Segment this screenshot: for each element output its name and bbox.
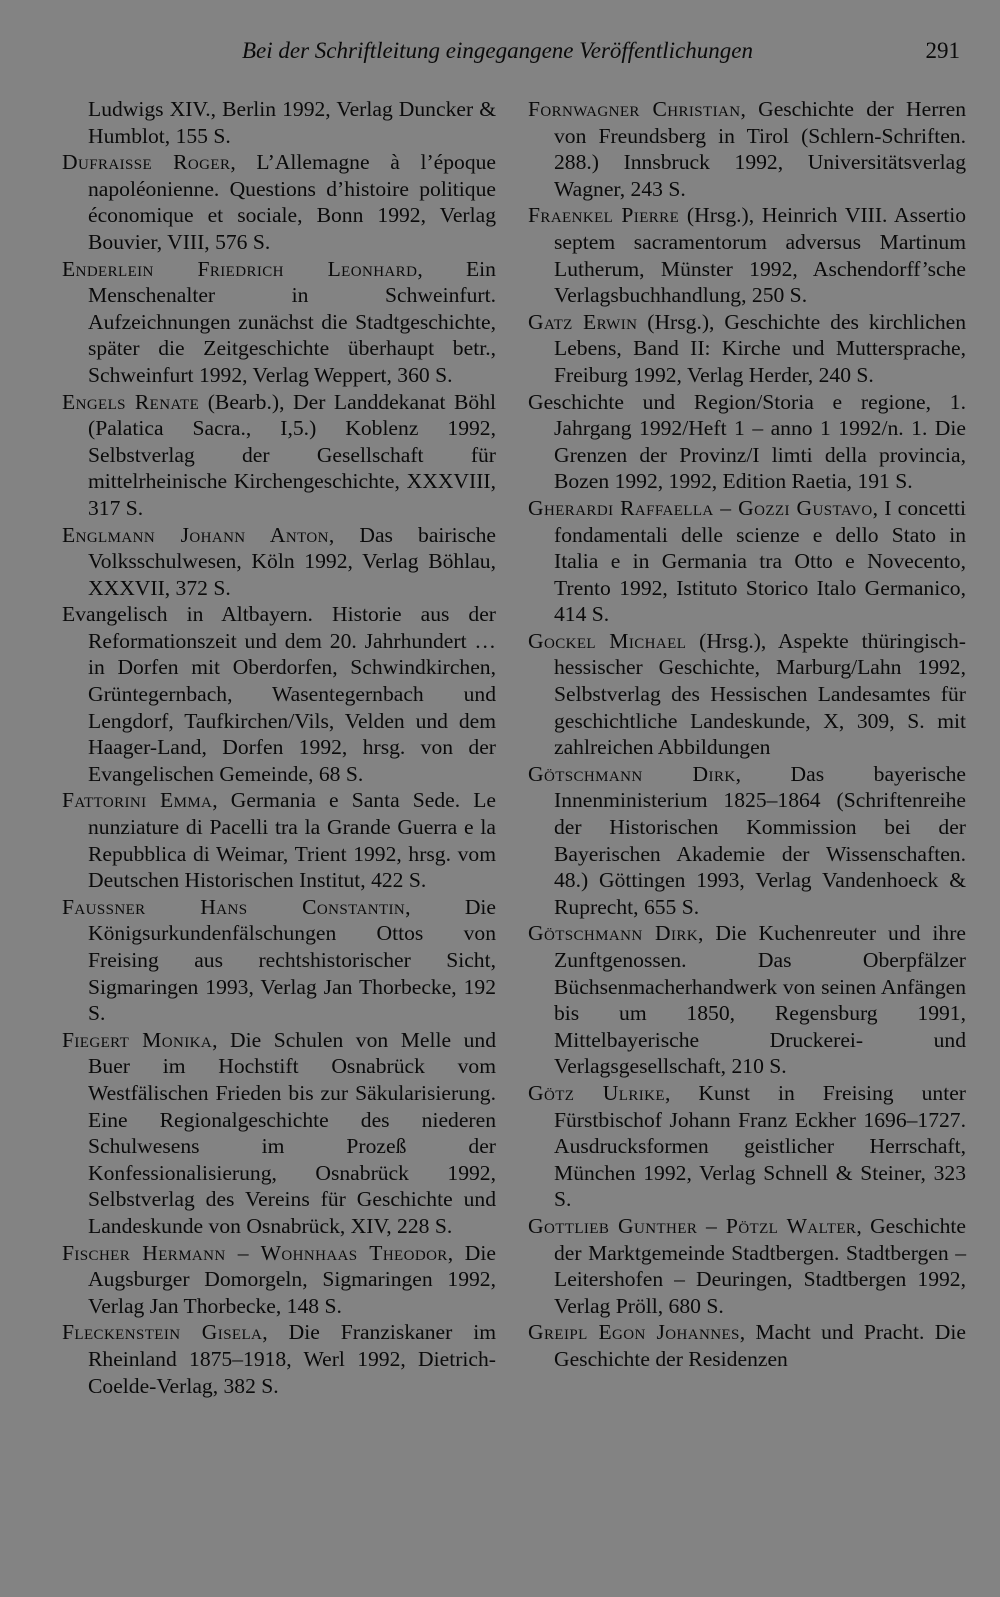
entry-author: Dufraisse Roger — [62, 150, 231, 175]
entry-author: Greipl Egon Johannes — [528, 1320, 740, 1345]
bibliography-entry: Gottlieb Gunther – Pötzl Walter, Geschichte der Marktgemeinde Stadtbergen. Stadtbergen – Leitershofen – Deuringen, Stadtbergen 1992, Verlag Pröll, 680 S. — [528, 1213, 966, 1318]
bibliography-entry: Fattorini Emma, Germania e Santa Sede. Le nunziature di Pacelli tra la Grande Guerra e la Repubblica di Weimar, Trient 1992, hrsg. vom Deutschen Historischen Institut, 422 S. — [62, 788, 497, 893]
entry-author: Götz Ulrike — [528, 1080, 665, 1105]
entry-author: Götschmann Dirk — [528, 761, 736, 786]
bibliography-entry: Gockel Michael (Hrsg.), Aspekte thüringisch-hessischer Geschichte, Marburg/Lahn 1992, Selbstverlag des Hessischen Landesamtes für geschichtliche Landeskunde, X, 309, S. mit zahlreichen Abbildungen — [528, 628, 966, 760]
bibliography-entry: Dufraisse Roger, L’Allemagne à l’époque napoléonienne. Questions d’histoire politique économique et sociale, Bonn 1992, Verlag Bouvier, VIII, 576 S. — [62, 150, 497, 254]
bibliography-entry: Fiegert Monika, Die Schulen von Melle und Buer im Hochstift Osnabrück vom Westfälischen Frieden bis zur Säkularisierung. Eine Regionalgeschichte des niederen Schulwesens im Prozeß der Konfessionalisierung, Osnabrück 1992, Selbstverlag des Vereins für Geschichte und Landeskunde von Osnabrück, XIV, 228 S. — [62, 1027, 496, 1238]
entry-author: Gherardi Raffaella – Gozzi Gustavo — [528, 495, 873, 520]
bibliography-entry: Ludwigs XIV., Berlin 1992, Verlag Duncker & Humblot, 155 S. — [88, 97, 496, 148]
entry-author: Englmann Johann Anton — [62, 522, 329, 547]
bibliography-entry: Fleckenstein Gisela, Die Franziskaner im Rheinland 1875–1918, Werl 1992, Dietrich-Coelde-Verlag, 382 S. — [62, 1320, 497, 1398]
bibliography-entry: Gatz Erwin (Hrsg.), Geschichte des kirchlichen Lebens, Band II: Kirche und Muttersprache, Freiburg 1992, Verlag Herder, 240 S. — [528, 309, 966, 387]
bibliography-entry: Greipl Egon Johannes, Macht und Pracht. Die Geschichte der Residenzen — [528, 1320, 966, 1371]
entry-author: Fattorini Emma — [62, 788, 213, 813]
bibliography-entry: Evangelisch in Altbayern. Historie aus der Reformationszeit und dem 20. Jahrhundert … in Dorfen mit Oberdorfen, Schwindkirchen, Grüntegernbach, Wasentegernbach und Lengdorf, Taufkirchen/Vils, Velden und dem Haager-Land, Dorfen 1992, hrsg. von der Evangelischen Gemeinde, 68 S. — [62, 602, 496, 786]
entry-author: Fraenkel Pierre — [528, 203, 680, 228]
bibliography-entry: Götz Ulrike, Kunst in Freising unter Fürstbischof Johann Franz Eckher 1696–1727. Ausdrucksformen geistlicher Herrschaft, München 1992, Verlag Schnell & Steiner, 323 S. — [528, 1080, 966, 1212]
entry-author: Götschmann Dirk — [528, 921, 699, 946]
page-header — [60, 38, 960, 72]
page-number: 291 — [925, 38, 960, 63]
entry-author: Faussner Hans Constantin — [62, 894, 406, 919]
entry-author: Enderlein Friedrich Leonhard — [62, 256, 418, 281]
bibliography-entry: Fraenkel Pierre (Hrsg.), Heinrich VIII. Assertio septem sacramentorum adversus Martinum Lutherum, Münster 1992, Aschendorff’sche Verlagsbuchhandlung, 250 S. — [528, 203, 966, 308]
bibliography-entry: Götschmann Dirk, Das bayerische Innenministerium 1825–1864 (Schriftenreihe der Historischen Kommission bei der Bayerischen Akademie der Wissenschaften. 48.) Göttingen 1993, Verlag Vandenhoeck & Ruprecht, 655 S. — [528, 761, 966, 919]
entry-author: Gottlieb Gunther – Pötzl Walter — [528, 1213, 857, 1238]
entry-author: Gockel Michael — [528, 628, 687, 653]
bibliography-entry: Englmann Johann Anton, Das bairische Volksschulwesen, Köln 1992, Verlag Böhlau, XXXVII, 372 S. — [62, 522, 496, 600]
bibliography-entry: Geschichte und Region/Storia e regione, 1. Jahrgang 1992/Heft 1 – anno 1 1992/n. 1. Die Grenzen der Provinz/I limti della provincia, Bozen 1992, 1992, Edition Raetia, 191 S. — [528, 389, 966, 494]
entry-author: Engels Renate — [62, 389, 200, 414]
bibliography-entry: Engels Renate (Bearb.), Der Landdekanat Böhl (Palatica Sacra., I,5.) Koblenz 1992, Selbstverlag der Gesellschaft für mittelrheinische Kirchengeschichte, XXXVIII, 317 S. — [62, 389, 496, 520]
entry-author: Fleckenstein Gisela — [62, 1320, 263, 1345]
bibliography-entry: Enderlein Friedrich Leonhard, Ein Menschenalter in Schweinfurt. Aufzeichnungen zunächst die Stadtgeschichte, später die Zeitgeschichte überhaupt betr., Schweinfurt 1992, Verlag Weppert, 360 S. — [62, 256, 496, 387]
running-title: Bei der Schriftleitung eingegangene Veröffentlichungen — [242, 38, 753, 63]
entry-author: Fornwagner Christian — [528, 97, 741, 121]
bibliography-entry: Fornwagner Christian, Geschichte der Herren von Freundsberg in Tirol (Schlern-Schriften. 288.) Innsbruck 1992, Universitätsverlag Wagner, 243 S. — [528, 97, 966, 201]
entry-author: Fischer Hermann – Wohnhaas Theodor — [62, 1240, 448, 1265]
bibliography-entry: Faussner Hans Constantin, Die Königsurkundenfälschungen Ottos von Freising aus rechtshistorischer Sicht, Sigmaringen 1993, Verlag Jan Thorbecke, 192 S. — [62, 894, 496, 1026]
left-column — [62, 96, 496, 1399]
entry-author: Fiegert Monika — [62, 1027, 213, 1052]
bibliography-entry: Götschmann Dirk, Die Kuchenreuter und ihre Zunftgenossen. Das Oberpfälzer Büchsenmacherhandwerk von seinen Anfängen bis um 1850, Regensburg 1991, Mittelbayerische Druckerei- und Verlagsgesellschaft, 210 S. — [528, 921, 966, 1079]
bibliography-entry: Gherardi Raffaella – Gozzi Gustavo, I concetti fondamentali delle scienze e dello Stato in Italia e in Germania tra Otto e Novecento, Trento 1992, Istituto Storico Italo Germanico, 414 S. — [528, 495, 966, 627]
entry-author: Gatz Erwin — [528, 309, 638, 334]
bibliography-entry: Fischer Hermann – Wohnhaas Theodor, Die Augsburger Domorgeln, Sigmaringen 1992, Verlag Jan Thorbecke, 148 S. — [62, 1240, 496, 1318]
right-column — [528, 96, 966, 1373]
